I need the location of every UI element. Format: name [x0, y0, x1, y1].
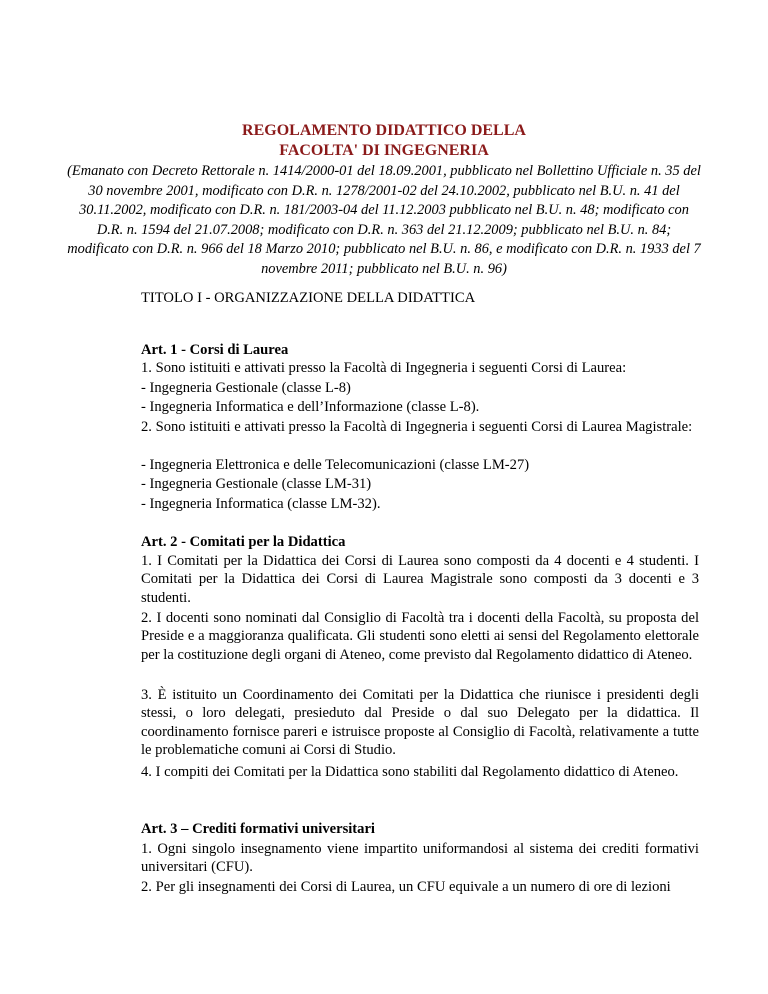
section-title: TITOLO I - ORGANIZZAZIONE DELLA DIDATTICA	[141, 290, 476, 306]
art1-list-item-1: - Ingegneria Gestionale (classe L-8)	[141, 380, 351, 396]
art1-list-item-4: - Ingegneria Gestionale (classe LM-31)	[141, 476, 372, 492]
art1-heading: Art. 1 - Corsi di Laurea	[141, 342, 289, 358]
art2-heading: Art. 2 - Comitati per la Didattica	[141, 534, 346, 550]
art2-paragraph-3: 3. È istituito un Coordinamento dei Comitati per la Didattica che riunisce i presidenti degli stessi, o loro delegati, presieduto dal Preside o dal suo Delegato per la didattica. Il coordinamento fornisce pareri e istruisce proposte al Consiglio di Facoltà, relativamente a tutte le problematiche comuni ai Corsi di Studio.	[141, 687, 699, 759]
art1-list-item-5: - Ingegneria Informatica (classe LM-32).	[141, 496, 381, 512]
title-line-1: REGOLAMENTO DIDATTICO DELLA	[242, 122, 526, 139]
art3-paragraph-2: 2. Per gli insegnamenti dei Corsi di Laurea, un CFU equivale a un numero di ore di lezioni	[141, 879, 671, 895]
art1-paragraph-2: 2. Sono istituiti e attivati presso la Facoltà di Ingegneria i seguenti Corsi di Laurea Magistrale:	[141, 419, 693, 435]
document-subtitle: (Emanato con Decreto Rettorale n. 1414/2000-01 del 18.09.2001, pubblicato nel Bollettino Ufficiale n. 35 del 30 novembre 2001, modificato con D.R. n. 1278/2001-02 del 24.10.2002, pubblicato nel B.U. n. 41 del 30.11.2002, modificato con D.R. n. 181/2003-04 del 11.12.2003 pubblicato nel B.U. n. 48; modificato con D.R. n. 1594 del 21.07.2008; modificato con D.R. n. 363 del 21.12.2009; pubblicato nel B.U. n. 84; modificato con D.R. n. 966 del 18 Marzo 2010; pubblicato nel B.U. n. 86, e modificato con D.R. n. 1933 del 7 novembre 2011; pubblicato nel B.U. n. 96)	[67, 163, 701, 277]
title-line-2: FACOLTA' DI INGEGNERIA	[279, 142, 489, 159]
art3-paragraph-1: 1. Ogni singolo insegnamento viene impartito uniformandosi al sistema dei crediti formativi universitari (CFU).	[141, 841, 699, 876]
art1-list-item-3: - Ingegneria Elettronica e delle Telecomunicazioni (classe LM-27)	[141, 457, 530, 473]
art2-paragraph-4: 4. I compiti dei Comitati per la Didattica sono stabiliti dal Regolamento didattico di Ateneo.	[141, 764, 679, 780]
art1-paragraph-1: 1. Sono istituiti e attivati presso la Facoltà di Ingegneria i seguenti Corsi di Laurea:	[141, 360, 627, 376]
art2-paragraph-1: 1. I Comitati per la Didattica dei Corsi di Laurea sono composti da 4 docenti e 4 studenti. I Comitati per la Didattica dei Corsi di Laurea Magistrale sono composti da 3 docenti e 3 studenti.	[141, 553, 699, 606]
art2-paragraph-2: 2. I docenti sono nominati dal Consiglio di Facoltà tra i docenti della Facoltà, su proposta del Preside e a maggioranza qualificata. Gli studenti sono eletti ai sensi del Regolamento elettorale per la costituzione degli organi di Ateneo, come previsto dal Regolamento didattico di Ateneo.	[141, 610, 699, 663]
art1-list-item-2: - Ingegneria Informatica e dell’Informazione (classe L-8).	[141, 399, 480, 415]
art3-heading: Art. 3 – Crediti formativi universitari	[141, 821, 375, 837]
document-title	[0, 121, 768, 161]
